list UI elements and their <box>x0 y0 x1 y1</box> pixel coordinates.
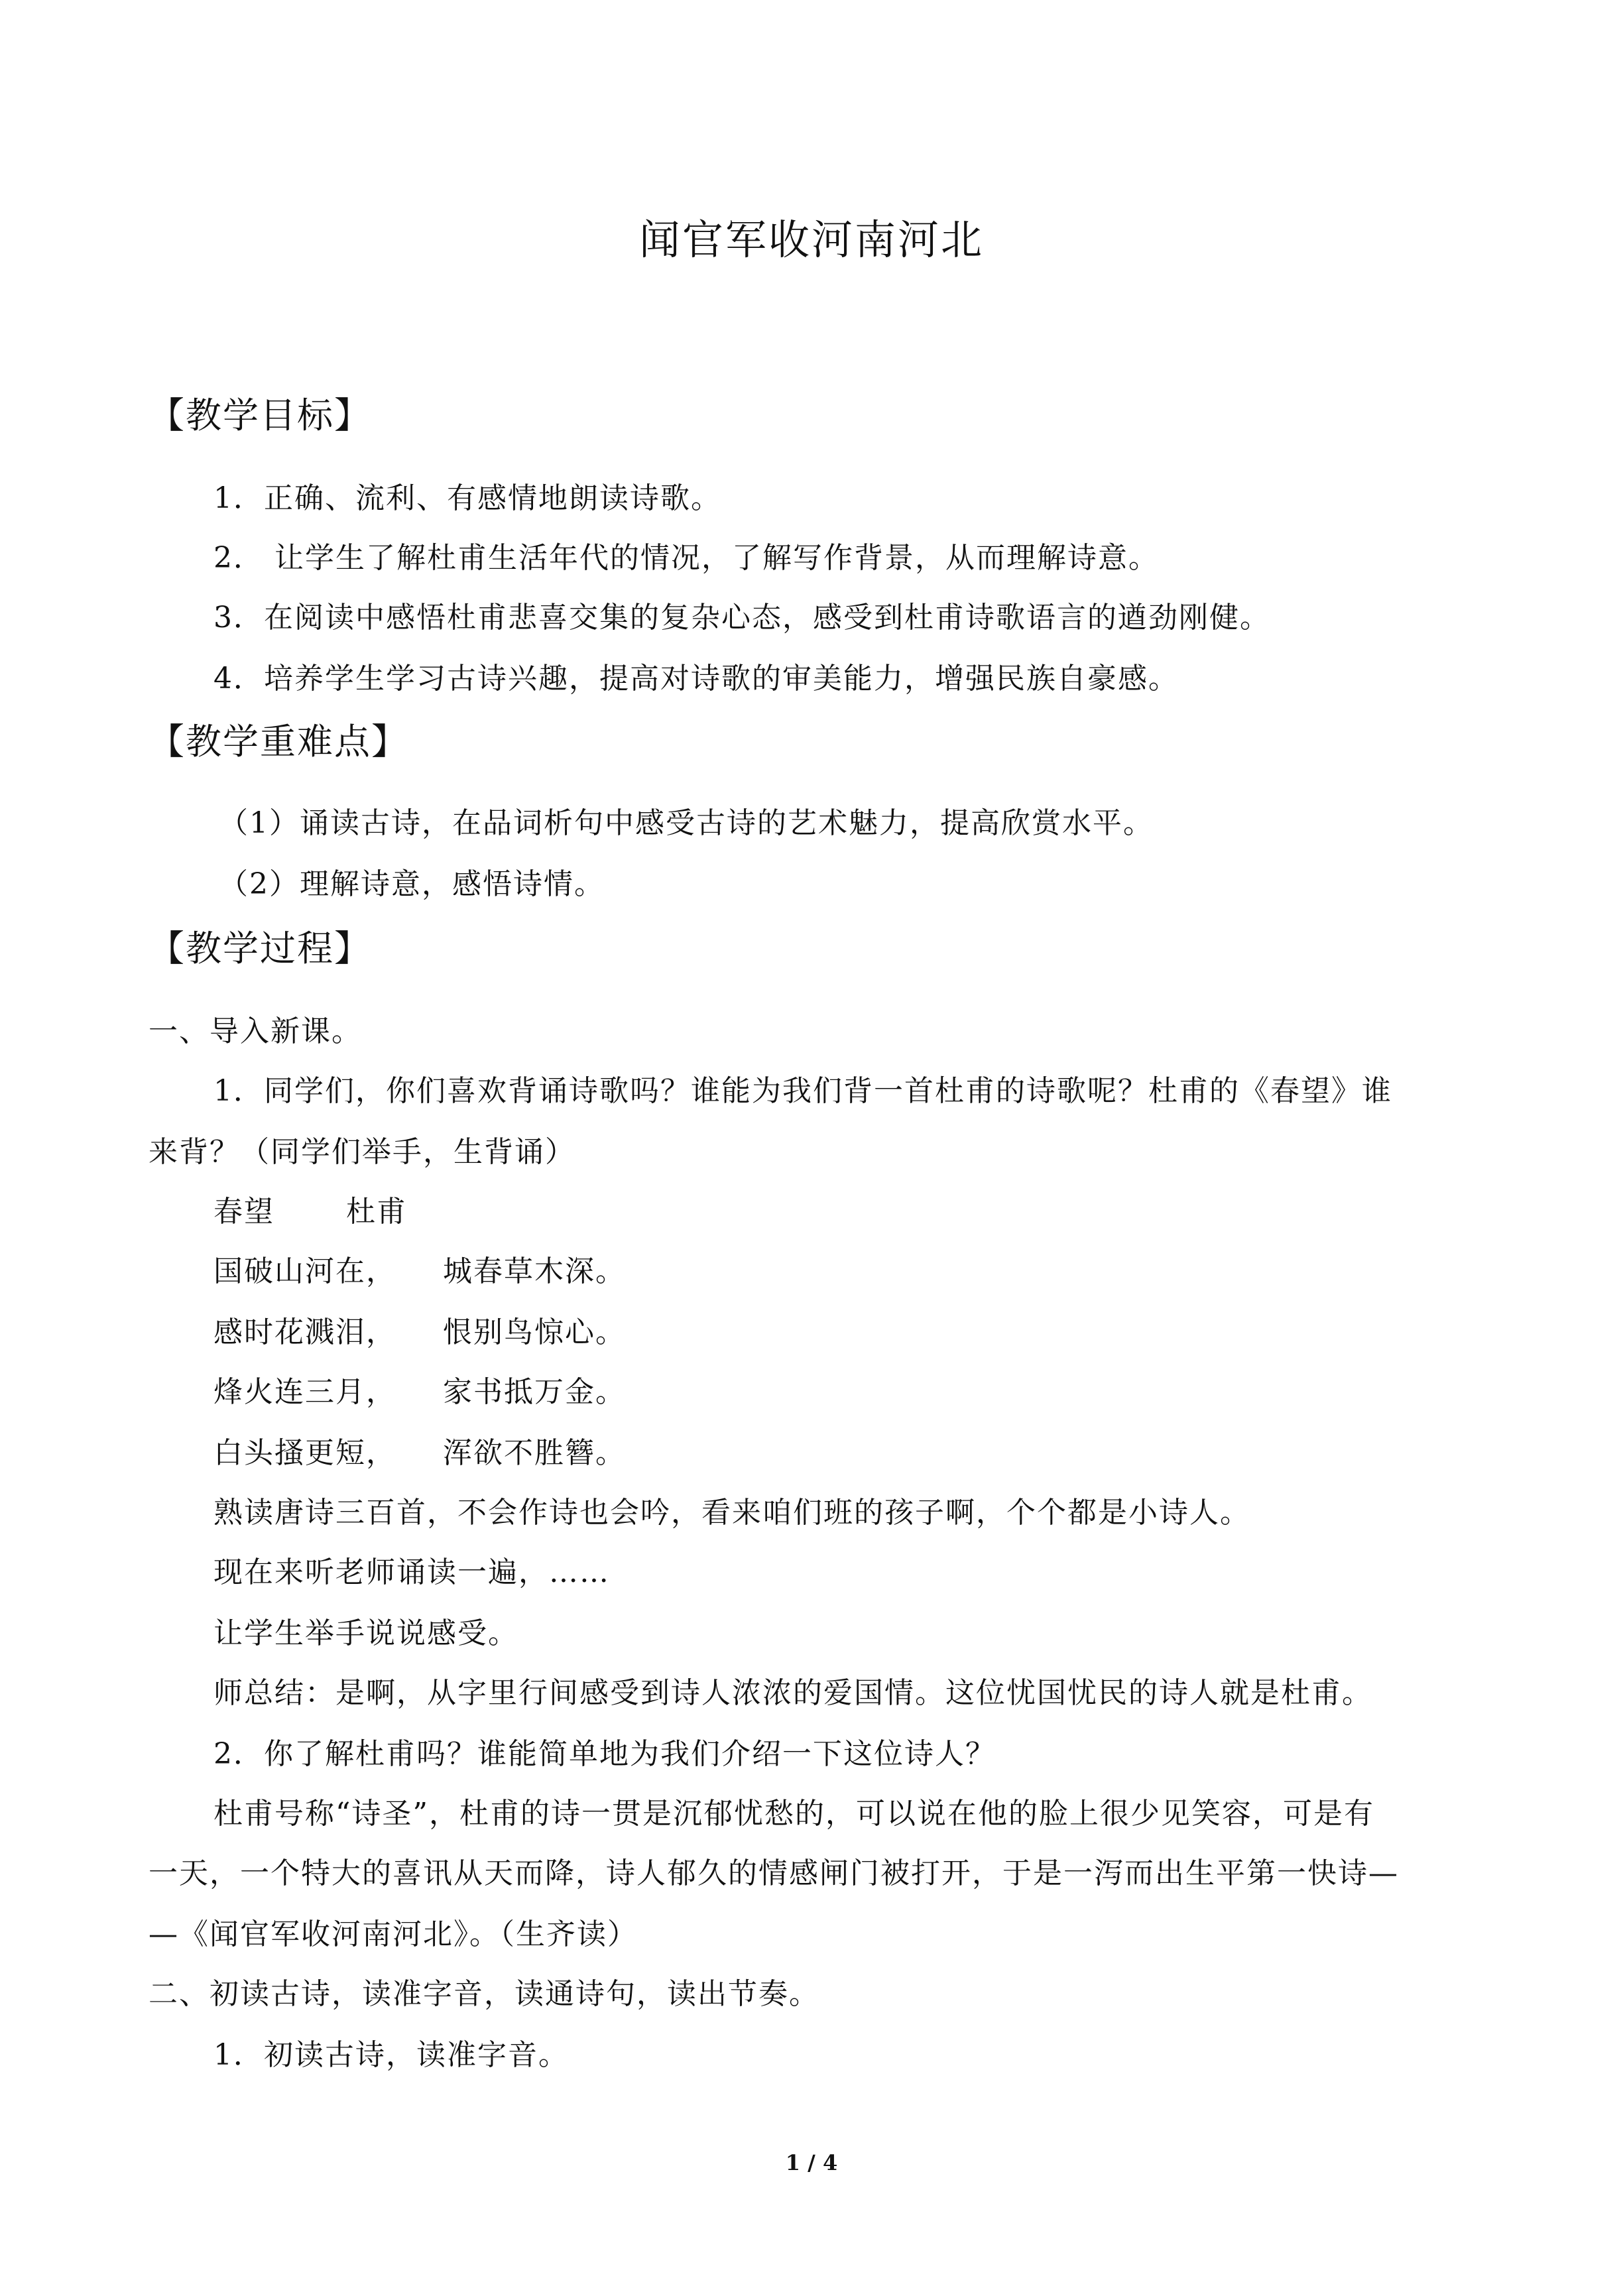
dufu-paragraph-line2: 一天，一个特大的喜讯从天而降，诗人郁久的情感闸门被打开，于是一泻而出生平第一快诗— <box>149 1856 1399 1890</box>
poem-line-4b: 浑欲不胜簪。 <box>443 1436 626 1470</box>
heading-key-points: 【教学重难点】 <box>149 721 408 762</box>
dufu-paragraph-line1: 杜甫号称“诗圣”，杜甫的诗一贯是沉郁忧愁的，可以说在他的脸上很少见笑容，可是有 <box>213 1797 1374 1831</box>
poem-line-2a: 感时花溅泪， <box>213 1315 396 1349</box>
objective-item-1: 1．正确、流利、有感情地朗读诗歌。 <box>213 481 721 515</box>
step1-title: 一、导入新课。 <box>149 1014 362 1048</box>
dufu-paragraph-line3: —《闻官军收河南河北》。（生齐读） <box>149 1917 638 1951</box>
poem-title: 春望 <box>213 1195 274 1229</box>
key-point-item-1: （1）诵读古诗，在品词析句中感受古诗的艺术魅力，提高欣赏水平。 <box>219 806 1154 840</box>
after-poem-line-3: 让学生举手说说感受。 <box>213 1616 518 1650</box>
step1-paragraph-line1: 1．同学们，你们喜欢背诵诗歌吗？谁能为我们背一首杜甫的诗歌呢？杜甫的《春望》谁 <box>213 1074 1392 1108</box>
objective-item-3: 3．在阅读中感悟杜甫悲喜交集的复杂心态，感受到杜甫诗歌语言的遒劲刚健。 <box>213 601 1270 634</box>
poem-line-3b: 家书抵万金。 <box>443 1375 626 1409</box>
heading-objectives: 【教学目标】 <box>149 394 371 436</box>
key-point-item-2: （2）理解诗意，感悟诗情。 <box>219 867 605 901</box>
objective-item-2: 2． 让学生了解杜甫生活年代的情况，了解写作背景，从而理解诗意。 <box>213 541 1159 575</box>
heading-process: 【教学过程】 <box>149 928 371 969</box>
objective-item-4: 4．培养学生学习古诗兴趣，提高对诗歌的审美能力，增强民族自豪感。 <box>213 662 1179 695</box>
poem-line-4a: 白头搔更短， <box>213 1436 396 1470</box>
after-poem-line-2: 现在来听老师诵读一遍，…… <box>213 1555 610 1589</box>
poem-line-1a: 国破山河在， <box>213 1254 396 1288</box>
page-title: 闻官军收河南河北 <box>638 215 984 264</box>
after-poem-line-4: 师总结：是啊，从字里行间感受到诗人浓浓的爱国情。这位忧国忧民的诗人就是杜甫。 <box>213 1676 1372 1710</box>
after-poem-line-5: 2．你了解杜甫吗？谁能简单地为我们介绍一下这位诗人？ <box>213 1737 996 1771</box>
after-poem-line-1: 熟读唐诗三百首，不会作诗也会吟，看来咱们班的孩子啊，个个都是小诗人。 <box>213 1496 1250 1530</box>
step2-title: 二、初读古诗，读准字音，读通诗句，读出节奏。 <box>149 1977 819 2011</box>
page-number: 1 / 4 <box>785 2150 838 2175</box>
poem-author: 杜甫 <box>346 1195 407 1229</box>
poem-line-2b: 恨别鸟惊心。 <box>443 1315 626 1349</box>
step2-item-1: 1．初读古诗，读准字音。 <box>213 2038 569 2072</box>
step1-paragraph-line2: 来背？（同学们举手，生背诵） <box>149 1135 575 1169</box>
poem-line-3a: 烽火连三月， <box>213 1375 396 1409</box>
poem-line-1b: 城春草木深。 <box>443 1254 626 1288</box>
